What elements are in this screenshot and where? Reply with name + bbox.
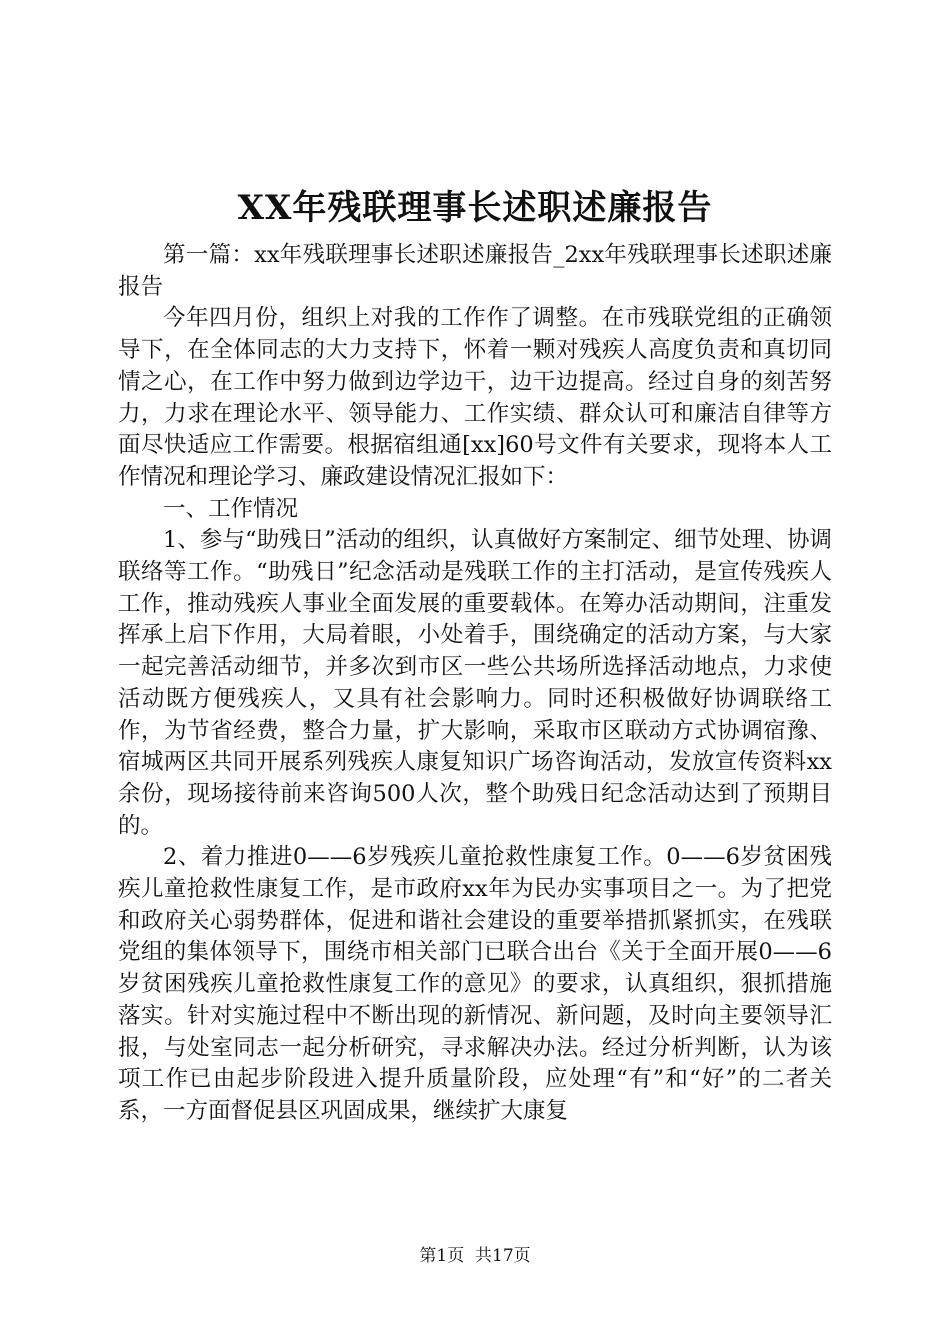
paragraph-item-2: 2、着力推进0——6岁残疾儿童抢救性康复工作。0——6岁贫困残疾儿童抢救性康复工作，是市政府xx年为民办实事项目之一。为了把党和政府关心弱势群体，促进和谐社会建设的重要举措抓紧抓实，在残联党组的集体领导下，围绕市相关部门已联合出台《关于全面开展0——6岁贫困残疾儿童抢救性康复工作的意见》的要求，认真组织，狠抓措施落实。针对实施过程中不断出现的新情况、新问题，及时向主要领导汇报，与处室同志一起分析研究，寻求解决办法。经过分析判断，认为该项工作已由起步阶段进入提升质量阶段，应处理“有”和“好”的二者关系，一方面督促县区巩固成果，继续扩大康复	[118, 844, 832, 1124]
page-footer	[0, 1244, 950, 1268]
page-number-total: 17	[492, 1246, 514, 1266]
document-body	[118, 240, 832, 1128]
page-number-current: 1	[436, 1246, 448, 1266]
document-title: XX年残联理事长述职述廉报告	[237, 188, 713, 228]
page-number-prefix: 第	[419, 1246, 437, 1266]
section-heading-work-status: 一、工作情况	[163, 495, 299, 522]
page-number-suffix: 页	[513, 1246, 531, 1266]
paragraph-chapter-heading: 第一篇：xx年残联理事长述职述廉报告_2xx年残联理事长述职述廉报告	[118, 242, 832, 300]
paragraph-intro: 今年四月份，组织上对我的工作作了调整。在市残联党组的正确领导下，在全体同志的大力支持下，怀着一颗对残疾人高度负责和真切同情之心，在工作中努力做到边学边干，边干边提高。经过自身的刻苦努力，力求在理论水平、领导能力、工作实绩、群众认可和廉洁自律等方面尽快适应工作需要。根据宿组通[xx]60号文件有关要求，现将本人工作情况和理论学习、廉政建设情况汇报如下：	[118, 305, 832, 490]
page-number-middle: 页 共	[447, 1246, 492, 1266]
paragraph-item-1: 1、参与“助残日”活动的组织，认真做好方案制定、细节处理、协调联络等工作。“助残日”纪念活动是残联工作的主打活动，是宣传残疾人工作，推动残疾人事业全面发展的重要载体。在筹办活动期间，注重发挥承上启下作用，大局着眼，小处着手，围绕确定的活动方案，与大家一起完善活动细节，并多次到市区一些公共场所选择活动地点，力求使活动既方便残疾人，又具有社会影响力。同时还积极做好协调联络工作，为节省经费，整合力量，扩大影响，采取市区联动方式协调宿豫、宿城两区共同开展系列残疾人康复知识广场咨询活动，发放宣传资料xx余份，现场接待前来咨询500人次，整个助残日纪念活动达到了预期目的。	[118, 527, 832, 839]
